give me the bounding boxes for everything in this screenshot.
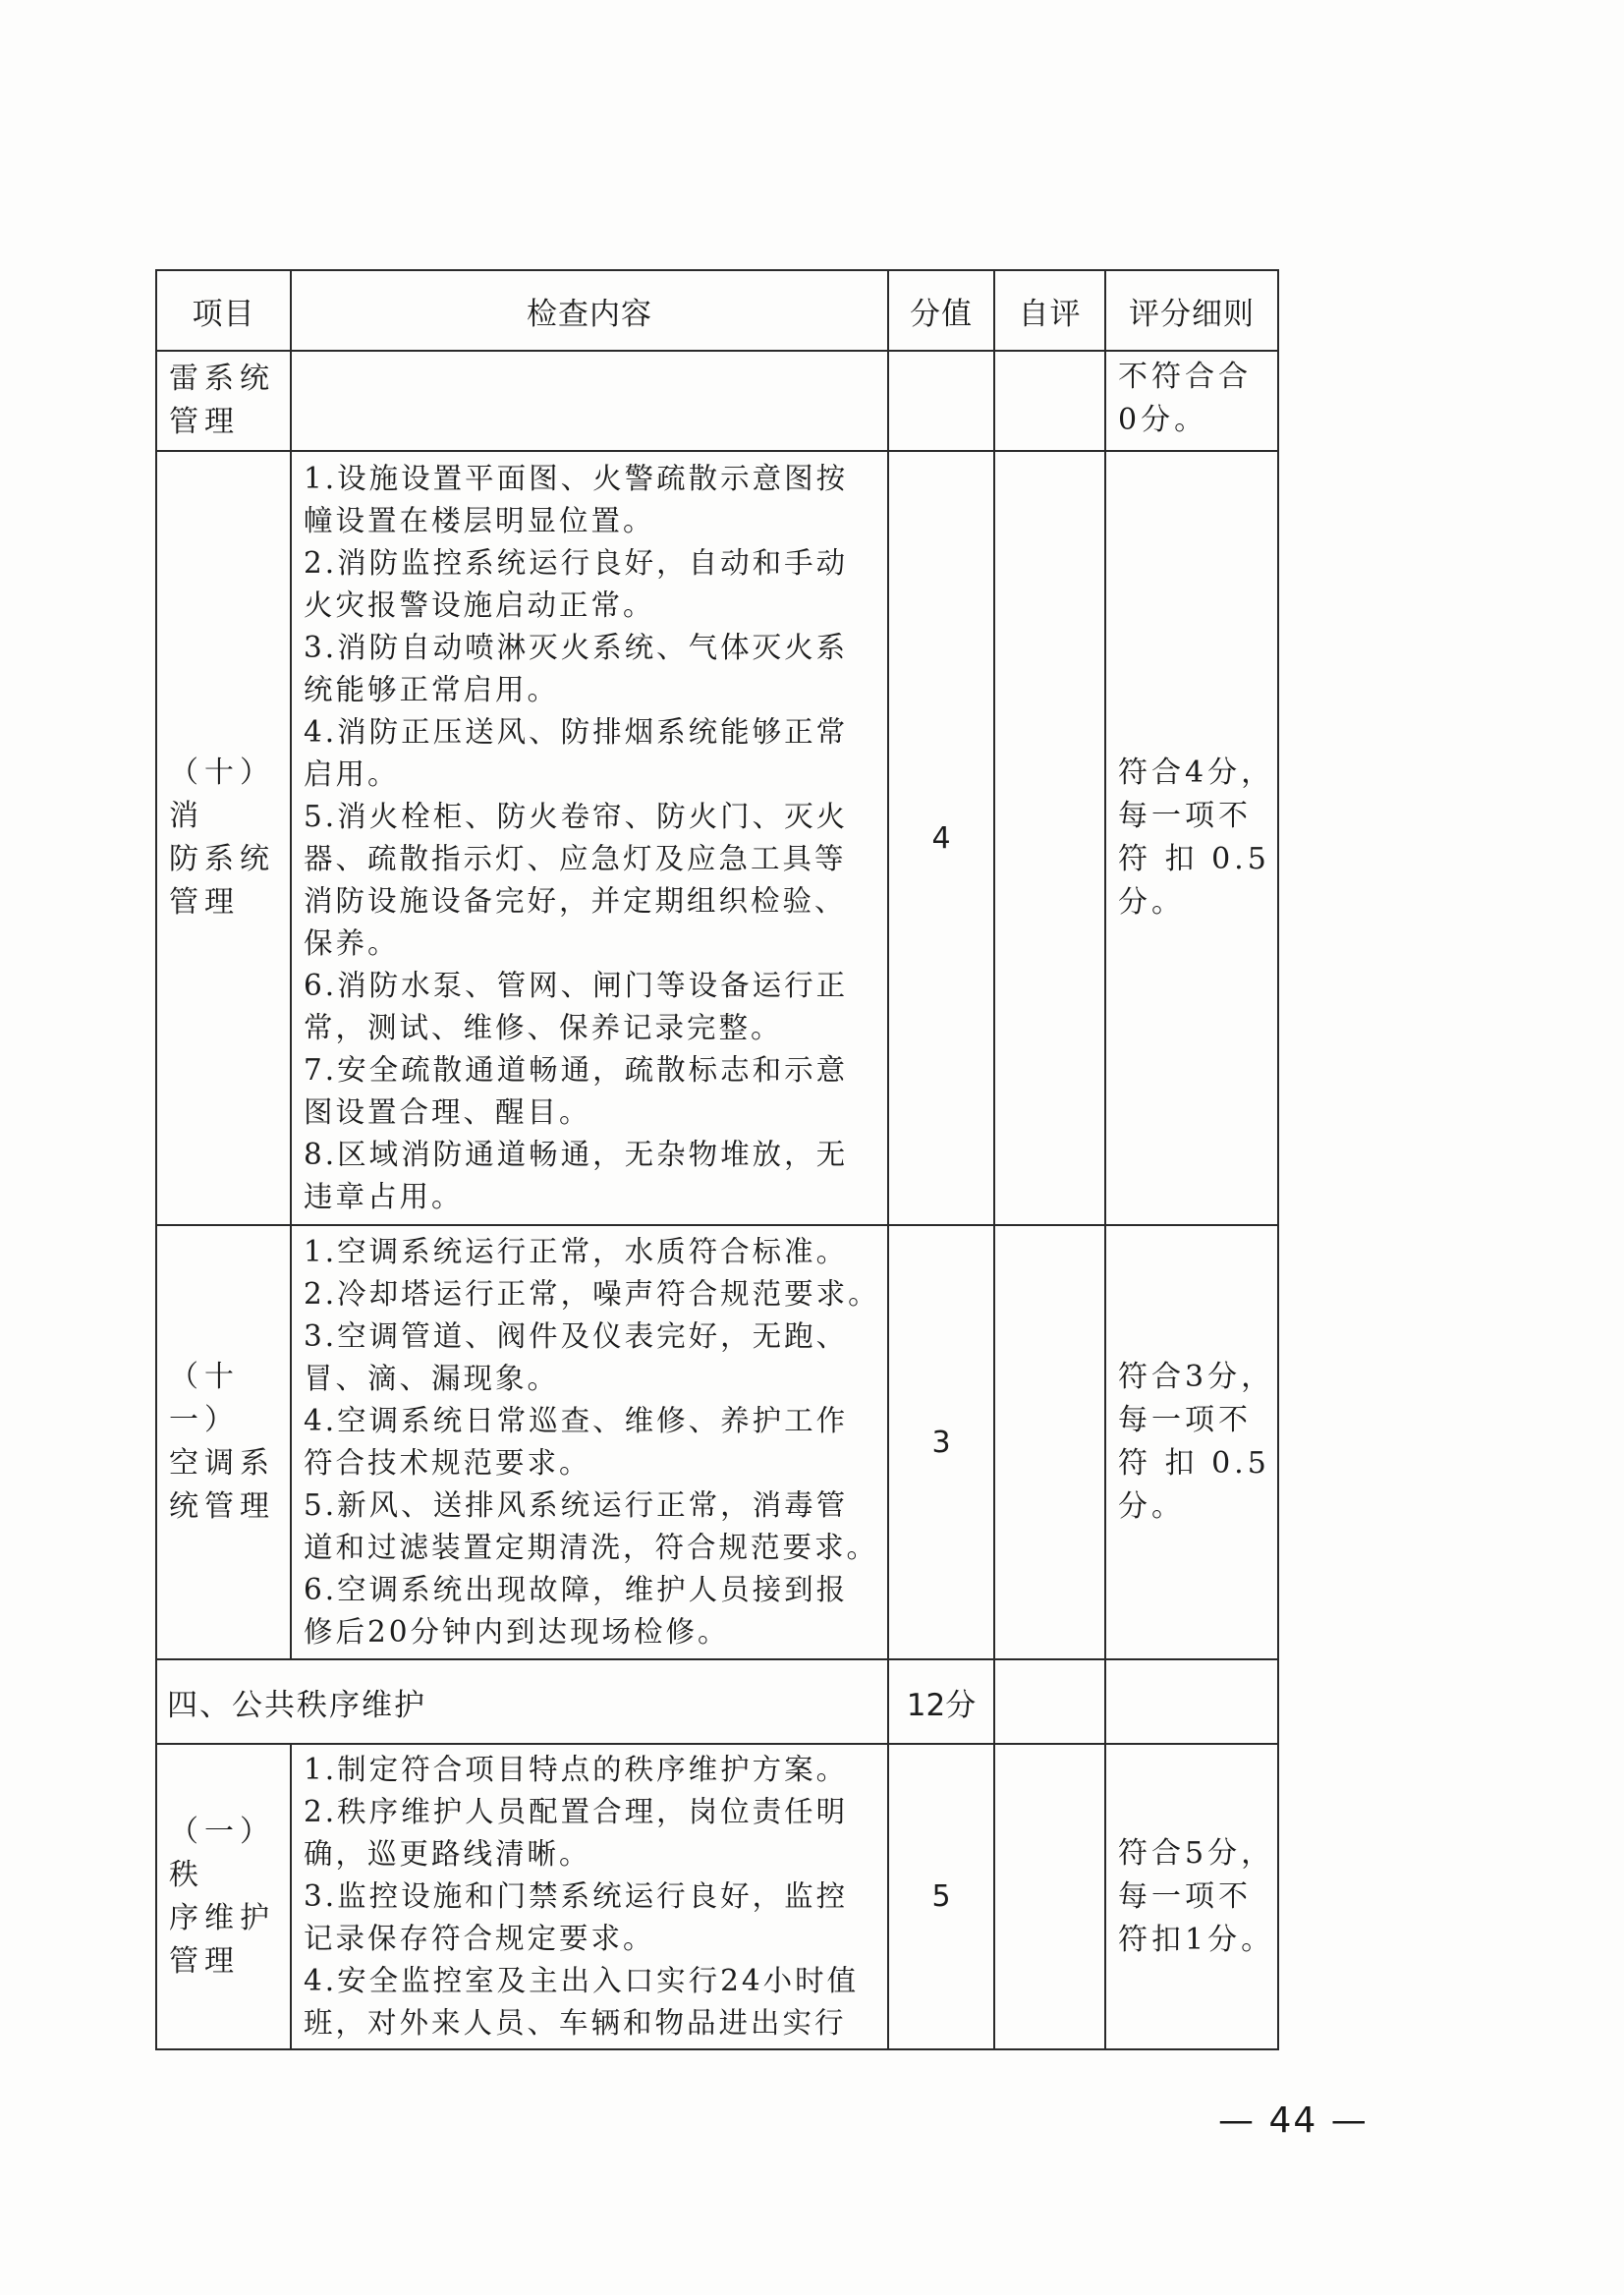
project-cell: [156, 451, 291, 1225]
section-self-eval: [994, 1659, 1105, 1744]
rule-line: 符合4分，: [1118, 756, 1275, 790]
rule-cell: [1105, 451, 1278, 1225]
content-line: 符合技术规范要求。: [304, 1446, 591, 1480]
content-line: 冒、滴、漏现象。: [304, 1362, 560, 1395]
rule-line: 每一项不: [1118, 1878, 1252, 1914]
content-line: 火灾报警设施启动正常。: [304, 588, 655, 622]
content-line: 道和过滤装置定期清洗，符合规范要求。: [304, 1531, 879, 1564]
content-line: 3.消防自动喷淋灭火系统、气体灭火系: [304, 631, 849, 664]
rule-line: 符 扣 0.5: [1118, 842, 1270, 876]
self-eval-cell: [994, 1225, 1105, 1659]
project-line: 管理: [169, 885, 240, 920]
content-line: 6.空调系统出现故障，维护人员接到报: [304, 1573, 849, 1606]
rule-line: 符扣1分。: [1118, 1922, 1275, 1957]
content-line: 6.消防水泵、管网、闸门等设备运行正: [304, 969, 849, 1002]
content-line: 5.新风、送排风系统运行正常，消毒管: [304, 1488, 849, 1522]
project-line: 管理: [169, 405, 240, 439]
table-row: [156, 1225, 1278, 1659]
content-line: 消防设施设备完好，并定期组织检验、: [304, 884, 847, 918]
table-row: [156, 451, 1278, 1225]
rule-cell: [1105, 1225, 1278, 1659]
project-line: 空调系: [169, 1446, 275, 1481]
content-line: 4.消防正压送风、防排烟系统能够正常: [304, 715, 849, 749]
content-line: 记录保存符合规定要求。: [304, 1922, 655, 1955]
score-cell: 3: [888, 1225, 994, 1659]
content-line: 2.秩序维护人员配置合理，岗位责任明: [304, 1795, 849, 1828]
project-line: （一）秩: [169, 1814, 275, 1892]
rule-line: 不符合合: [1118, 360, 1252, 394]
project-line: 雷系统: [169, 362, 275, 396]
content-line: 图设置合理、醒目。: [304, 1095, 591, 1129]
content-line: 保养。: [304, 926, 400, 960]
content-line: 1.空调系统运行正常，水质符合标准。: [304, 1235, 849, 1268]
content-line: 确，巡更路线清晰。: [304, 1837, 591, 1871]
project-line: 管理: [169, 1943, 240, 1979]
content-line: 常，测试、维修、保养记录完整。: [304, 1011, 783, 1044]
content-line: 器、疏散指示灯、应急灯及应急工具等: [304, 842, 847, 875]
project-line: 序维护: [169, 1900, 275, 1935]
content-line: 4.安全监控室及主出入口实行24小时值: [304, 1964, 860, 1997]
content-line: 7.安全疏散通道畅通，疏散标志和示意: [304, 1053, 849, 1087]
content-line: 统能够正常启用。: [304, 673, 560, 706]
content-line: 违章占用。: [304, 1180, 464, 1213]
rule-line: 每一项不: [1118, 1403, 1252, 1437]
rule-line: 符 扣 0.5: [1118, 1446, 1270, 1481]
content-cell: [291, 1225, 888, 1659]
score-cell: [888, 351, 994, 451]
content-line: 班，对外来人员、车辆和物品进出实行: [304, 2006, 847, 2040]
self-eval-cell: [994, 1744, 1105, 2049]
header-project: 项目: [156, 270, 291, 351]
rule-cell: [1105, 351, 1278, 451]
content-line: 2.消防监控系统运行良好，自动和手动: [304, 546, 849, 580]
content-line: 修后20分钟内到达现场检修。: [304, 1615, 730, 1649]
section-score: 12分: [888, 1659, 994, 1744]
content-line: 4.空调系统日常巡查、维修、养护工作: [304, 1404, 849, 1437]
content-line: 1.设施设置平面图、火警疏散示意图按: [304, 462, 849, 495]
rule-line: 0分。: [1118, 403, 1208, 437]
section-title: 四、公共秩序维护: [156, 1659, 888, 1744]
content-cell: [291, 351, 888, 451]
score-cell: 4: [888, 451, 994, 1225]
rule-line: 符合3分，: [1118, 1360, 1275, 1394]
table-row: [156, 1744, 1278, 2049]
section-rule: [1105, 1659, 1278, 1744]
header-self-eval: 自评: [994, 270, 1105, 351]
project-line: （十）消: [169, 756, 275, 833]
content-line: 启用。: [304, 757, 400, 791]
inspection-table: [155, 269, 1279, 2050]
rule-line: 分。: [1118, 885, 1185, 920]
rule-line: 每一项不: [1118, 799, 1252, 833]
table-header-row: [156, 270, 1278, 351]
project-line: 统管理: [169, 1489, 275, 1524]
project-line: （十一）: [169, 1360, 240, 1437]
page-number: — 44 —: [1218, 2100, 1369, 2141]
section-row: [156, 1659, 1278, 1744]
content-line: 2.冷却塔运行正常，噪声符合规范要求。: [304, 1277, 880, 1311]
header-content: 检查内容: [291, 270, 888, 351]
header-rule: 评分细则: [1105, 270, 1278, 351]
project-cell: [156, 351, 291, 451]
self-eval-cell: [994, 351, 1105, 451]
rule-cell: [1105, 1744, 1278, 2049]
content-line: 3.监控设施和门禁系统运行良好，监控: [304, 1879, 849, 1913]
content-cell: [291, 451, 888, 1225]
content-line: 5.消火栓柜、防火卷帘、防火门、灭火: [304, 800, 849, 833]
project-cell: [156, 1744, 291, 2049]
header-score: 分值: [888, 270, 994, 351]
rule-line: 符合5分，: [1118, 1835, 1275, 1871]
content-line: 3.空调管道、阀件及仪表完好，无跑、: [304, 1319, 849, 1353]
rule-line: 分。: [1118, 1489, 1185, 1524]
content-line: 幢设置在楼层明显位置。: [304, 504, 655, 537]
project-cell: [156, 1225, 291, 1659]
content-line: 1.制定符合项目特点的秩序维护方案。: [304, 1753, 849, 1786]
content-cell: [291, 1744, 888, 2049]
project-line: 防系统: [169, 842, 275, 876]
score-cell: 5: [888, 1744, 994, 2049]
self-eval-cell: [994, 451, 1105, 1225]
table-row: [156, 351, 1278, 451]
content-line: 8.区域消防通道畅通，无杂物堆放，无: [304, 1138, 849, 1171]
